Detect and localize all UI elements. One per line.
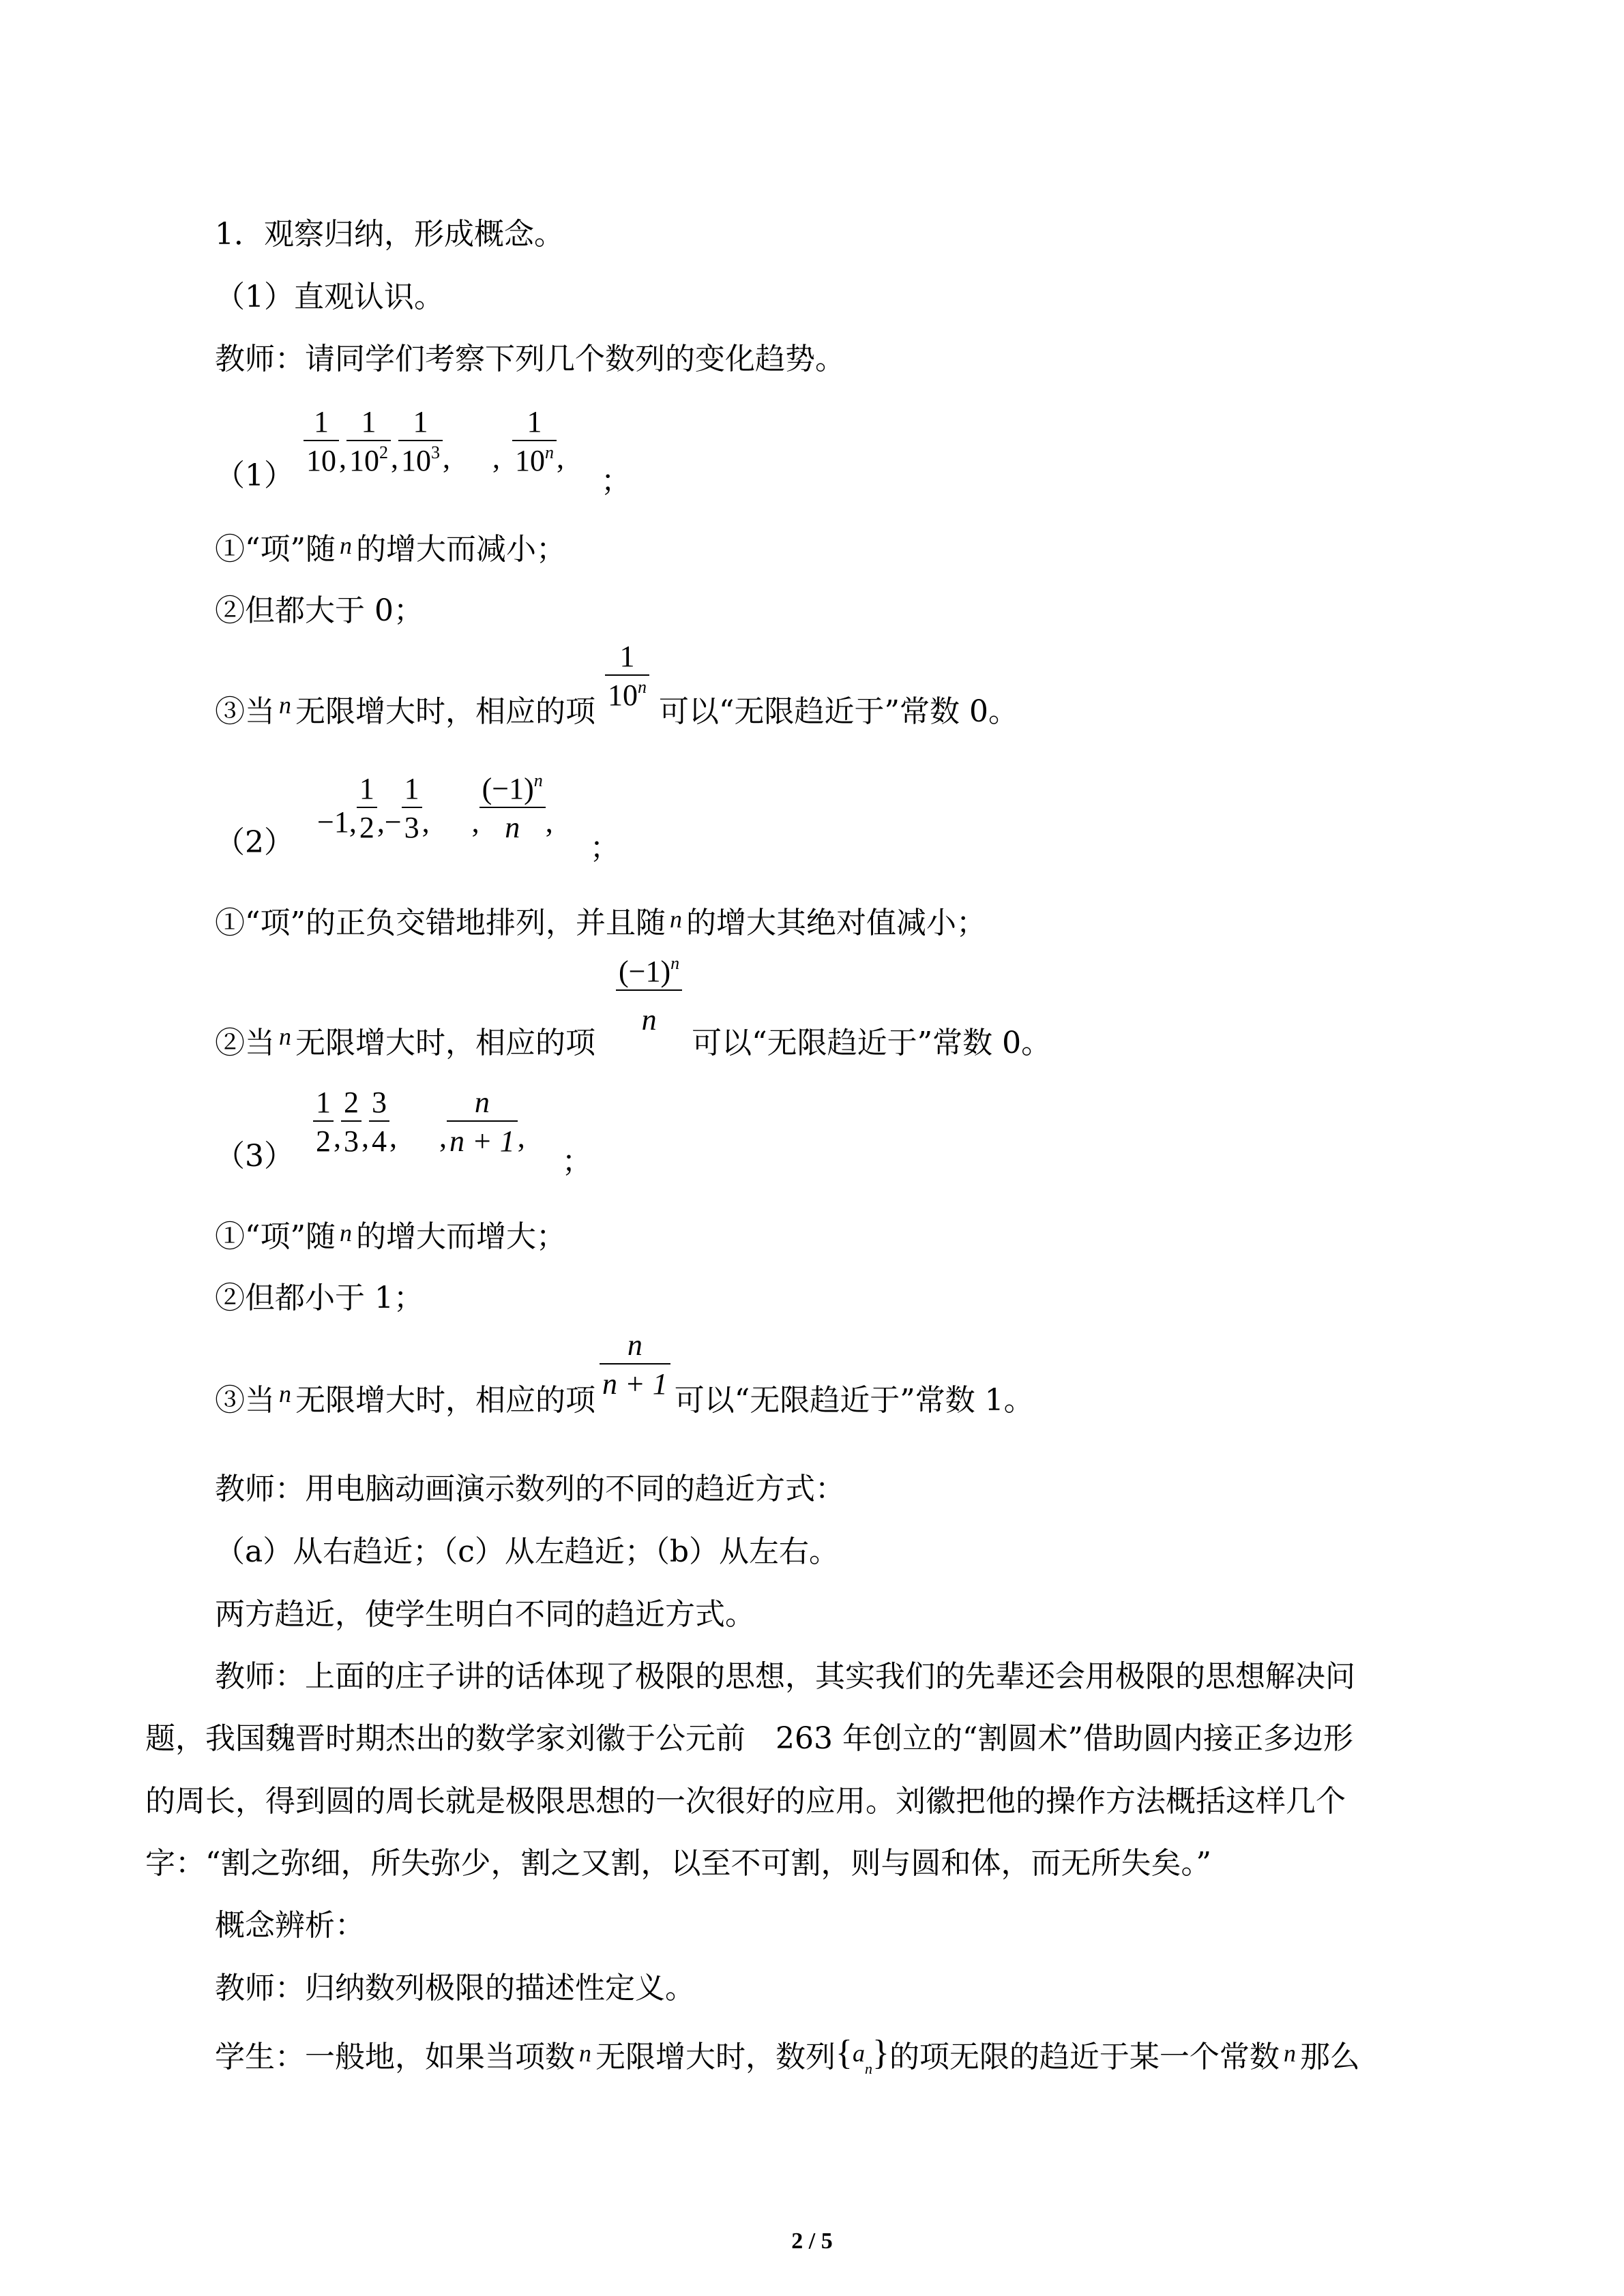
seq2-note-a: ①“项”的正负交错地排列，并且随 n 的增大其绝对值减小； xyxy=(215,906,986,940)
subheading: （1）直观认识。 xyxy=(215,280,444,314)
paragraph-line-1: 教师：上面的庄子讲的话体现了极限的思想，其实我们的先辈还会用极限的思想解决问 xyxy=(215,1659,1355,1694)
seq3-note-a: ①“项”随 n 的增大而增大； xyxy=(215,1219,566,1254)
approach-types: （a）从右趋近；（c）从左趋近；（b）从左右。 xyxy=(215,1534,840,1569)
frac-1-10n-b: $\frac{1}{10^n}$ xyxy=(605,640,649,713)
sequence-1: （1） $\frac{1}{10}$ , $\frac{1}{10^2}$ , $\frac{1}{10^3}$ , , $\frac{1}{10^n}$ , ； xyxy=(215,405,631,498)
teacher-definition: 教师：归纳数列极限的描述性定义。 xyxy=(215,1971,695,2006)
paragraph-line-4: 字：“割之弥细，所失弥少，割之又割，以至不可割，则与圆和体，而无所失矣。” xyxy=(145,1846,1211,1881)
seq1-tail: ； xyxy=(601,464,631,498)
seq2-label: （2） xyxy=(215,825,294,860)
concept-heading: 概念辨析： xyxy=(215,1908,365,1943)
seq1-note-b: ②但都大于 0； xyxy=(215,593,424,628)
frac-3-4: $\frac{3}{4}$ xyxy=(369,1086,389,1159)
frac-2-3: $\frac{2}{3}$ xyxy=(341,1086,361,1159)
frac-n-nplus1: $\frac{n}{n + 1}$ xyxy=(447,1086,518,1159)
teacher-demo: 教师：用电脑动画演示数列的不同的趋近方式： xyxy=(215,1472,845,1506)
frac-1-10: $\frac{1}{10}$ xyxy=(304,405,339,478)
seq3-tail: ； xyxy=(561,1144,592,1179)
seq2-tail: ； xyxy=(589,831,620,865)
frac-1-2: $\frac{1}{2}$ xyxy=(357,772,377,845)
frac-n-nplus1-b: $\frac{n}{n + 1}$ xyxy=(600,1328,670,1401)
frac-neg1n-n-b: $\frac{(-1)^n}{n}$ xyxy=(616,955,682,1037)
seq3-label: （3） xyxy=(215,1139,294,1174)
seq3-note-b: ②但都小于 1； xyxy=(215,1281,424,1315)
seq3-note-c: ③当 n 无限增大时，相应的项 $\frac{n}{n + 1}$ 可以“无限趋近于”常数 1。 xyxy=(215,1328,1034,1418)
student-definition: 学生：一般地，如果当项数 n 无限增大时，数列$\{a_n\}$的项无限的趋近于某一个常数 n 那么 xyxy=(215,2033,1360,2077)
approach-summary: 两方趋近，使学生明白不同的趋近方式。 xyxy=(215,1597,755,1632)
seq1-note-c: ③当 n 无限增大时，相应的项 $\frac{1}{10^n}$ 可以“无限趋近于”常数 0。 xyxy=(215,640,1018,729)
seq1-label: （1） xyxy=(215,458,294,493)
frac-1-10n: $\frac{1}{10^n}$ xyxy=(512,405,557,478)
frac-1-10sq: $\frac{1}{10^2}$ xyxy=(346,405,391,478)
page-number: 2 / 5 xyxy=(791,2228,833,2254)
paragraph-line-3: 的周长，得到圆的周长就是极限思想的一次很好的应用。刘徽把他的操作方法概括这样几个 xyxy=(145,1784,1346,1819)
frac-1-10cube: $\frac{1}{10^3}$ xyxy=(398,405,443,478)
paragraph-line-2: 题，我国魏晋时期杰出的数学家刘徽于公元前 263 年创立的“割圆术”借助圆内接正多边形 xyxy=(145,1721,1353,1756)
sequence-3: （3） $\frac{1}{2}$ , $\frac{2}{3}$ , $\frac{3}{4}$ , , $\frac{n}{n + 1}$ , ； xyxy=(215,1086,592,1179)
frac-1-2-b: $\frac{1}{2}$ xyxy=(313,1086,334,1159)
seq1-note-a: ①“项”随 n 的增大而减小； xyxy=(215,532,566,567)
seq2-note-b: ②当 n 无限增大时，相应的项 $\frac{(-1)^n}{n}$ 可以“无限趋近于”常数 0。 xyxy=(215,953,1052,1060)
section-heading: 1．观察归纳，形成概念。 xyxy=(215,217,564,252)
frac-neg1n-n: $\frac{(-1)^n}{n}$ xyxy=(479,772,546,845)
teacher-line: 教师：请同学们考察下列几个数列的变化趋势。 xyxy=(215,342,845,376)
sequence-2: （2） −1, $\frac{1}{2}$ ,− $\frac{1}{3}$ , , $\frac{(-1)^n}{n}$ , ； xyxy=(215,771,620,865)
frac-neg-1-3: $\frac{1}{3}$ xyxy=(402,772,422,845)
